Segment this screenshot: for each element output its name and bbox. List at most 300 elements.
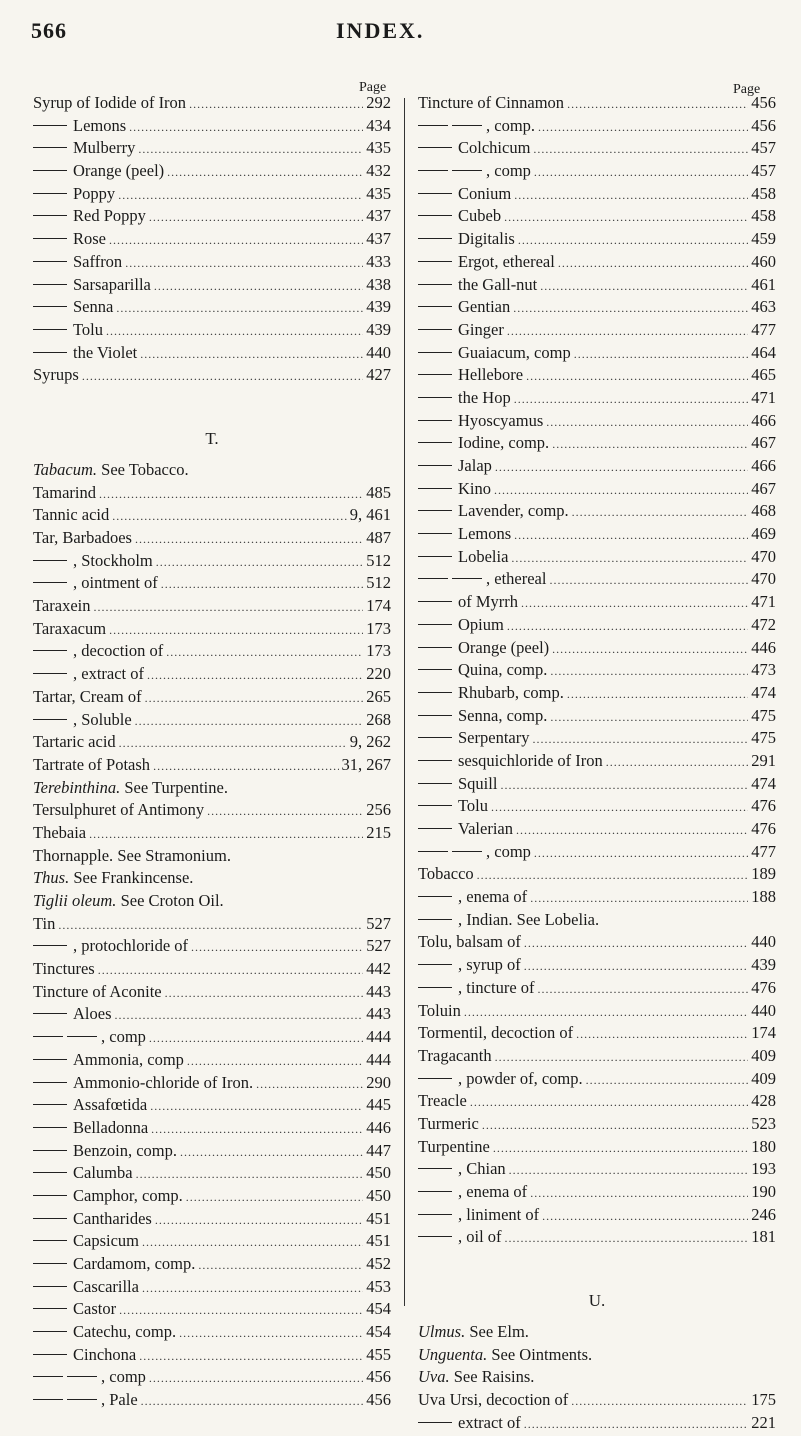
ditto-dash: [33, 945, 67, 946]
ditto-dash: [33, 582, 67, 583]
index-entry: [33, 709, 391, 732]
leader-dots: [115, 1004, 364, 1027]
entry-page: 446: [751, 637, 776, 657]
entry-term: Toluin: [418, 1000, 461, 1020]
ditto-dash: [418, 125, 448, 126]
leader-dots: [546, 411, 748, 434]
entry-page: 173: [366, 641, 391, 661]
index-entry: [418, 863, 776, 886]
index-entry: [418, 228, 776, 251]
leader-dots: [571, 1390, 748, 1413]
index-entry: [418, 659, 776, 682]
index-entry: [418, 1321, 776, 1344]
entry-page: 435: [366, 183, 391, 203]
ditto-dash: [418, 1214, 452, 1215]
leader-dots: [187, 1050, 363, 1073]
entry-page: 439: [366, 297, 391, 317]
entry-term: Conium: [458, 183, 512, 203]
leader-dots: [82, 365, 363, 388]
ditto-dash: [452, 125, 482, 126]
index-entry: [33, 1298, 391, 1321]
entry-cross-reference: See Tobacco.: [97, 459, 189, 479]
index-entry: [33, 890, 391, 913]
ditto-dash: [33, 1036, 63, 1037]
entry-page: 457: [751, 161, 776, 181]
entry-term: Rose: [73, 229, 106, 249]
entry-page: 180: [751, 1136, 776, 1156]
index-entry: [33, 777, 391, 800]
entry-term: , Soluble: [73, 709, 132, 729]
entry-page: 527: [366, 936, 391, 956]
entry-term: Jalap: [458, 456, 492, 475]
entry-term: Lemons: [458, 524, 512, 544]
section-letter: U.: [588, 1291, 606, 1311]
entry-page: 476: [751, 819, 776, 838]
ditto-dash: [33, 560, 67, 561]
leader-dots: [135, 710, 364, 733]
entry-term: Tin: [33, 913, 56, 933]
index-entry: [33, 981, 391, 1004]
entry-page: 456: [366, 1390, 391, 1410]
leader-dots: [534, 161, 748, 184]
index-entry: [418, 1412, 776, 1435]
ditto-dash: [33, 1240, 67, 1241]
leader-dots: [540, 275, 748, 298]
ditto-dash: [418, 1078, 452, 1079]
entry-page: 188: [751, 887, 776, 907]
leader-dots: [509, 1159, 749, 1182]
ditto-dash: [418, 1191, 452, 1192]
leader-dots: [505, 1227, 749, 1250]
entry-term: Unguenta.: [418, 1344, 488, 1364]
entry-term: , powder of, comp.: [458, 1068, 583, 1088]
entry-page: 523: [751, 1113, 776, 1133]
index-entry: [33, 731, 391, 754]
entry-term: , extract of: [73, 664, 145, 684]
leader-dots: [567, 93, 748, 116]
entry-page: 175: [751, 1390, 776, 1410]
index-entry: [418, 1204, 776, 1227]
entry-term: Kino: [458, 478, 491, 498]
index-entry: [33, 1389, 391, 1412]
ditto-dash: [33, 1172, 67, 1173]
entry-page: 467: [751, 433, 776, 453]
leader-dots: [538, 116, 748, 139]
index-entry: [418, 750, 776, 773]
leader-dots: [477, 864, 749, 887]
entry-cross-reference: See Stramonium.: [113, 845, 231, 865]
index-entry: [33, 342, 391, 365]
index-entry: [33, 663, 391, 686]
ditto-dash: [33, 352, 67, 353]
entry-page: 475: [751, 728, 776, 748]
index-entry: [33, 640, 391, 663]
entry-page: 181: [751, 1227, 776, 1247]
entry-page: 470: [751, 569, 776, 589]
entry-term: Digitalis: [458, 229, 515, 249]
entry-term: Thebaia: [33, 822, 87, 842]
leader-dots: [552, 433, 748, 456]
entry-term: the Hop: [458, 387, 511, 407]
index-entry: [418, 115, 776, 138]
index-entry: [418, 931, 776, 954]
entry-term: , decoction of: [73, 641, 164, 661]
leader-dots: [189, 93, 363, 116]
index-entry: [33, 867, 391, 890]
entry-term: Tartar, Cream of: [33, 686, 142, 706]
entry-page: 485: [366, 482, 391, 502]
ditto-dash: [418, 669, 452, 670]
entry-cross-reference: See Lobelia.: [512, 909, 600, 929]
entry-page: 474: [751, 682, 776, 702]
entry-term: Hyoscyamus: [458, 410, 544, 430]
entry-page: 454: [366, 1322, 391, 1342]
entry-cross-reference: See Raisins.: [449, 1367, 535, 1387]
entry-term: , oil of: [458, 1227, 502, 1247]
entry-term: Uva Ursi, decoction of: [418, 1390, 569, 1410]
entry-term: Valerian: [458, 819, 513, 838]
leader-dots: [521, 592, 748, 615]
index-entry: [418, 1344, 776, 1367]
entry-term: Guaiacum, comp: [458, 342, 571, 362]
leader-dots: [493, 1137, 748, 1160]
ditto-dash: [418, 1168, 452, 1169]
ditto-dash: [33, 673, 67, 674]
entry-page: 433: [366, 251, 391, 271]
entry-term: Saffron: [73, 251, 123, 271]
index-entry: [33, 845, 391, 868]
entry-term: , Stockholm: [73, 550, 153, 570]
index-entry: [33, 1321, 391, 1344]
entry-term: Tragacanth: [418, 1045, 492, 1065]
entry-term: Cardamom, comp.: [73, 1254, 196, 1273]
ditto-dash: [33, 1286, 67, 1287]
leader-dots: [89, 823, 363, 846]
leader-dots: [112, 505, 346, 528]
index-entry: [418, 546, 776, 569]
ditto-dash: [33, 1150, 67, 1151]
entry-page: 476: [751, 977, 776, 997]
entry-term: , Indian.: [458, 909, 513, 929]
index-entry: [418, 92, 776, 115]
entry-term: , ointment of: [73, 573, 158, 593]
ditto-dash: [33, 215, 67, 216]
entry-page: 473: [751, 660, 776, 680]
ditto-dash: [33, 1308, 67, 1309]
entry-page: 438: [366, 274, 391, 294]
leader-dots: [513, 297, 748, 320]
ditto-dash: [418, 488, 452, 489]
entry-page: 193: [751, 1159, 776, 1179]
leader-dots: [207, 800, 363, 823]
entry-term: Tannic acid: [33, 505, 110, 525]
entry-term: Squill: [458, 773, 498, 793]
ditto-dash: [418, 805, 452, 806]
entry-term: Senna: [73, 297, 114, 317]
leader-dots: [482, 1114, 748, 1137]
index-entry: [418, 137, 776, 160]
leader-dots: [191, 936, 363, 959]
entry-page: 220: [366, 664, 391, 684]
ditto-dash: [418, 261, 452, 262]
ditto-dash: [452, 170, 482, 171]
entry-term: Lavender, comp.: [458, 501, 569, 521]
entry-term: Cinchona: [73, 1344, 137, 1364]
leader-dots: [495, 1046, 749, 1069]
entry-cross-reference: See Croton Oil.: [116, 891, 224, 910]
leader-dots: [567, 683, 748, 706]
leader-dots: [542, 1205, 748, 1228]
index-entry: [33, 595, 391, 618]
entry-page: 291: [751, 750, 776, 770]
entry-page: 434: [366, 115, 391, 135]
entry-page: 456: [751, 115, 776, 135]
entry-term: Ulmus.: [418, 1322, 466, 1342]
ditto-dash: [418, 964, 452, 965]
entry-term: , comp: [486, 161, 531, 181]
ditto-dash: [418, 737, 452, 738]
leader-dots: [119, 732, 347, 755]
ditto-dash: [418, 760, 452, 761]
index-entry: [33, 92, 391, 115]
index-entry: [418, 342, 776, 365]
index-entry: [418, 954, 776, 977]
entry-page: 442: [366, 959, 391, 979]
entry-page: 477: [751, 841, 776, 861]
index-entry: [33, 1230, 391, 1253]
leader-dots: [109, 619, 363, 642]
ditto-dash: [33, 1331, 67, 1332]
leader-dots: [491, 796, 748, 819]
leader-dots: [149, 1027, 363, 1050]
index-entry: [33, 160, 391, 183]
entry-page: 458: [751, 183, 776, 203]
leader-dots: [138, 138, 363, 161]
entry-term: Hellebore: [458, 365, 524, 385]
ditto-dash: [418, 329, 452, 330]
index-entry: [418, 319, 776, 342]
entry-page: 432: [366, 161, 391, 181]
ditto-dash: [33, 261, 67, 262]
index-entry: [33, 319, 391, 342]
entry-page: 457: [751, 138, 776, 158]
entry-page: 9, 461: [349, 505, 391, 525]
entry-term: Taraxein: [33, 596, 91, 616]
entry-term: Tobacco: [418, 864, 474, 884]
ditto-dash: [418, 624, 452, 625]
index-column-right: [418, 82, 776, 1435]
leader-dots: [166, 641, 363, 664]
ditto-dash: [33, 125, 67, 126]
entry-page: 265: [366, 686, 391, 706]
index-entry: [418, 727, 776, 750]
index-entry: [418, 478, 776, 501]
leader-dots: [149, 206, 363, 229]
entry-page: 456: [751, 93, 776, 112]
index-entry: [418, 1366, 776, 1389]
index-entry: [418, 1113, 776, 1136]
entry-page: 445: [366, 1095, 391, 1115]
entry-page: 451: [366, 1208, 391, 1228]
entry-page: 467: [751, 478, 776, 498]
entry-page: 444: [366, 1049, 391, 1069]
ditto-dash: [33, 650, 67, 651]
leader-dots: [135, 528, 363, 551]
ditto-dash: [418, 215, 452, 216]
entry-term: Castor: [73, 1299, 117, 1319]
entry-term: Cubeb: [458, 206, 502, 226]
index-entry: [33, 183, 391, 206]
entry-page: 451: [366, 1231, 391, 1251]
index-entry: [33, 799, 391, 822]
index-entry: [418, 841, 776, 864]
entry-page: 221: [751, 1412, 776, 1432]
leader-dots: [549, 569, 748, 592]
entry-page: 409: [751, 1045, 776, 1065]
ditto-dash: [418, 147, 452, 148]
entry-page: 487: [366, 528, 391, 547]
entry-page: 447: [366, 1140, 391, 1160]
index-entry: [33, 822, 391, 845]
entry-term: Turmeric: [418, 1113, 479, 1133]
leader-dots: [151, 1118, 363, 1141]
entry-term: Cantharides: [73, 1208, 152, 1228]
entry-term: Tolu: [73, 319, 104, 339]
index-entry: [33, 618, 391, 641]
ditto-dash: [418, 851, 448, 852]
entry-term: Ergot, ethereal: [458, 251, 555, 271]
entry-term: Tinctures: [33, 959, 95, 979]
leader-dots: [149, 1367, 363, 1390]
entry-page: 512: [366, 573, 391, 593]
entry-page: 174: [366, 596, 391, 616]
leader-dots: [494, 479, 748, 502]
leader-dots: [93, 596, 363, 619]
index-entry: [33, 527, 391, 550]
entry-page: 292: [366, 93, 391, 112]
leader-dots: [198, 1254, 363, 1277]
entry-term: Mulberry: [73, 138, 136, 158]
entry-term: , ethereal: [486, 569, 547, 589]
index-entry: [33, 459, 391, 482]
entry-term: Tabacum.: [33, 459, 98, 479]
index-entry: [418, 410, 776, 433]
entry-term: Thornapple.: [33, 845, 114, 865]
entry-term: , Pale: [101, 1390, 138, 1410]
entry-term: Serpentary: [458, 728, 530, 748]
entry-page: 455: [366, 1344, 391, 1364]
entry-term: Colchicum: [458, 138, 531, 158]
page-column-label: Page: [733, 82, 761, 97]
entry-page: 458: [751, 206, 776, 226]
entry-page: 440: [366, 342, 391, 362]
column-divider: [404, 98, 405, 1306]
index-entry: [418, 1022, 776, 1045]
entry-page: 440: [751, 1000, 776, 1020]
index-entry: [418, 432, 776, 455]
entry-page: 471: [751, 387, 776, 407]
index-entry: [418, 886, 776, 909]
leader-dots: [516, 819, 748, 842]
ditto-dash: [33, 1127, 67, 1128]
entry-page: 464: [751, 342, 776, 362]
entry-page: 190: [751, 1182, 776, 1201]
leader-dots: [147, 664, 363, 687]
entry-page: 470: [751, 546, 776, 566]
entry-term: Taraxacum: [33, 618, 107, 638]
ditto-dash: [418, 601, 452, 602]
leader-dots: [533, 138, 748, 161]
ditto-dash: [33, 1013, 67, 1014]
leader-dots: [514, 184, 748, 207]
ditto-dash: [418, 510, 452, 511]
leader-dots: [524, 932, 748, 955]
leader-dots: [155, 1209, 363, 1232]
ditto-dash: [33, 1218, 67, 1219]
entry-page: 428: [751, 1091, 776, 1111]
entry-term: Aloes: [73, 1004, 112, 1024]
index-entry: [418, 1090, 776, 1113]
leader-dots: [550, 706, 748, 729]
index-entry: [33, 754, 391, 777]
leader-dots: [153, 755, 338, 778]
ditto-dash: [33, 170, 67, 171]
ditto-dash: [418, 987, 452, 988]
leader-dots: [119, 1299, 363, 1322]
entry-term: Lobelia: [458, 546, 509, 566]
index-entry: [33, 572, 391, 595]
entry-page: 474: [751, 773, 776, 793]
entry-page: 450: [366, 1163, 391, 1183]
index-entry: [418, 205, 776, 228]
index-entry: [418, 387, 776, 410]
leader-dots: [606, 751, 748, 774]
leader-dots: [518, 229, 748, 252]
entry-term: Orange (peel): [458, 637, 550, 657]
leader-dots: [534, 842, 748, 865]
leader-dots: [511, 547, 748, 570]
entry-term: Opium: [458, 614, 504, 634]
leader-dots: [576, 1023, 748, 1046]
leader-dots: [136, 1163, 364, 1186]
entry-page: 189: [751, 864, 776, 884]
entry-term: Turpentine: [418, 1136, 490, 1156]
index-entry: [33, 1366, 391, 1389]
ditto-dash: [33, 1104, 67, 1105]
ditto-dash: [452, 851, 482, 852]
entry-page: 460: [751, 251, 776, 271]
index-entry: [418, 1045, 776, 1068]
ditto-dash: [418, 647, 452, 648]
entry-term: Catechu, comp.: [73, 1322, 177, 1342]
index-entry: [33, 296, 391, 319]
ditto-dash: [33, 1354, 67, 1355]
leader-dots: [150, 1095, 363, 1118]
entry-term: Poppy: [73, 183, 116, 203]
entry-page: 435: [366, 138, 391, 158]
index-entry: [33, 1276, 391, 1299]
entry-page: 443: [366, 1004, 391, 1024]
entry-term: Uva.: [418, 1367, 450, 1387]
leader-dots: [504, 206, 748, 229]
ditto-dash: [418, 556, 452, 557]
index-entry: [33, 1094, 391, 1117]
entry-page: 31, 267: [341, 754, 391, 774]
entry-page: 471: [751, 592, 776, 612]
ditto-dash: [418, 715, 452, 716]
index-entry: [418, 614, 776, 637]
index-entry: [418, 1181, 776, 1204]
